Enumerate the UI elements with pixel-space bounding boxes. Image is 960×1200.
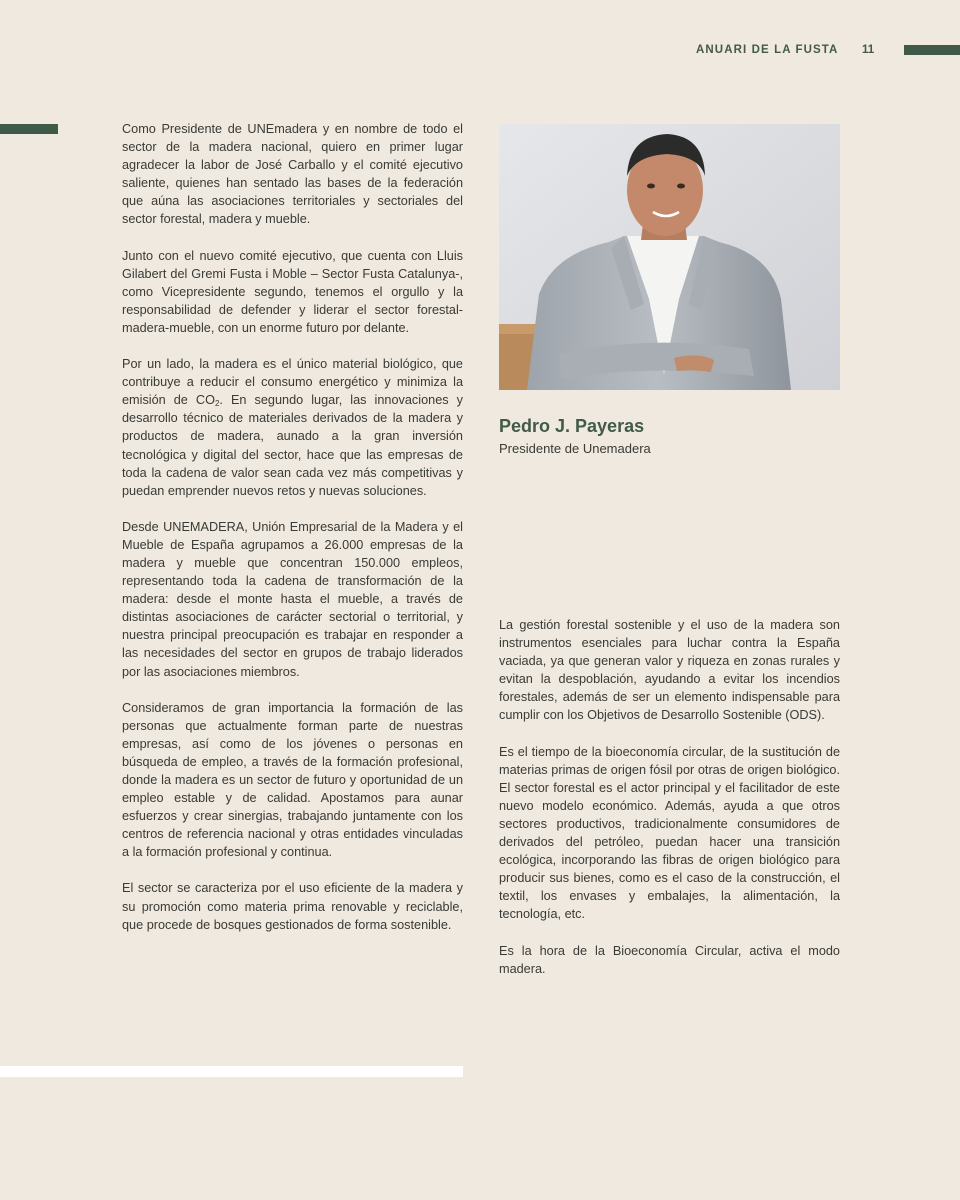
- paragraph: La gestión forestal sostenible y el uso de la madera son instrumentos esenciales para luchar contra la España vaciada, ya que generan valor y riqueza en zonas rurales y evitan la despoblación, ayudando a evitar los incendios forestales, además de ser un elemento indispensable para cumplir con los Objetivos de Desarrollo Sostenible (ODS).: [499, 618, 840, 723]
- person-role: Presidente de Unemadera: [499, 441, 651, 456]
- page-number: 11: [862, 44, 875, 56]
- portrait-photo: [499, 124, 840, 390]
- left-accent-bar: [0, 124, 58, 134]
- paragraph: Es el tiempo de la bioeconomía circular, de la sustitución de materias primas de origen fósil por otras de origen biológico. El sector forestal es el actor principal y el facilitador de este nuevo modelo económico. Además, ayuda a que otros sectores productivos, tradicionalmente consumidores de derivados del petróleo, puedan hacer una transición ecológica, incorporando las fibras de origen biológico para producir sus bienes, como es el caso de la construcción, el textil, los envases y embalajes, la alimentación, la tecnología, etc.: [499, 744, 840, 922]
- paragraph: [122, 355, 463, 500]
- paragraph: Como Presidente de UNEmadera y en nombre de todo el sector de la madera nacional, quiero en primer lugar agradecer la labor de José Carballo y el comité ejecutivo saliente, quienes han sentado las bases de la federación que aúna las asociaciones territoriales y sectoriales del sector forestal, madera y mueble.: [122, 122, 463, 227]
- paragraph: Consideramos de gran importancia la formación de las personas que actualmente forman parte de nuestras empresas, así como de los jóvenes o personas en búsqueda de empleo, a través de la formación profesional, donde la madera es un sector de futuro y oportunidad de un empleo estable y de calidad. Apostamos para aunar esfuerzos y crear sinergias, trabajando juntamente con los centros de referencia nacional y otras entidades vinculadas a la formación profesional y continua.: [122, 700, 463, 860]
- paragraph: Es la hora de la Bioeconomía Circular, activa el modo madera.: [499, 943, 840, 976]
- paragraph: Junto con el nuevo comité ejecutivo, que cuenta con Lluis Gilabert del Gremi Fusta i Moble – Sector Fusta Catalunya-, como Vicepresidente segundo, tenemos el orgullo y la responsabilidad de defender y liderar el sector forestal-madera-mueble, con un enorme futuro por delante.: [122, 248, 463, 335]
- left-column: [122, 120, 463, 952]
- person-name: Pedro J. Payeras: [499, 416, 645, 436]
- bottom-accent-bar: [0, 1066, 463, 1077]
- right-column: [499, 616, 840, 996]
- subscript-two: 2: [214, 399, 220, 409]
- paragraph-text: . En segundo lugar, las innovaciones y desarrollo técnico de materiales derivados de la madera y productos de madera, aunado a la gran inversión tecnológica y digital del sector, hace que las empresas de toda la cadena de valor sean cada vez más competitivas y puedan emprender nuevos retos y nuevas soluciones.: [122, 393, 463, 498]
- paragraph-text: Por un lado, la madera es el único material biológico, que contribuye a reducir el consumo energético y minimiza la emisión de CO: [122, 357, 463, 408]
- paragraph: El sector se caracteriza por el uso eficiente de la madera y su promoción como materia prima renovable y reciclable, que procede de bosques gestionados de forma sostenible.: [122, 881, 463, 932]
- paragraph: Desde UNEMADERA, Unión Empresarial de la Madera y el Mueble de España agrupamos a 26.000 empresas de la madera y mueble que concentran 150.000 empleos, representando toda la cadena de transformación de la madera: desde el monte hasta el mueble, a través de distintas asociaciones de carácter sectorial o territorial, y nuestra principal preocupación es trabajar en responder a las necesidades del sector en grupos de trabajo liderados por las asociaciones miembros.: [122, 519, 463, 679]
- running-header-title: ANUARI DE LA FUSTA: [696, 44, 839, 56]
- header-accent-bar: [904, 45, 960, 55]
